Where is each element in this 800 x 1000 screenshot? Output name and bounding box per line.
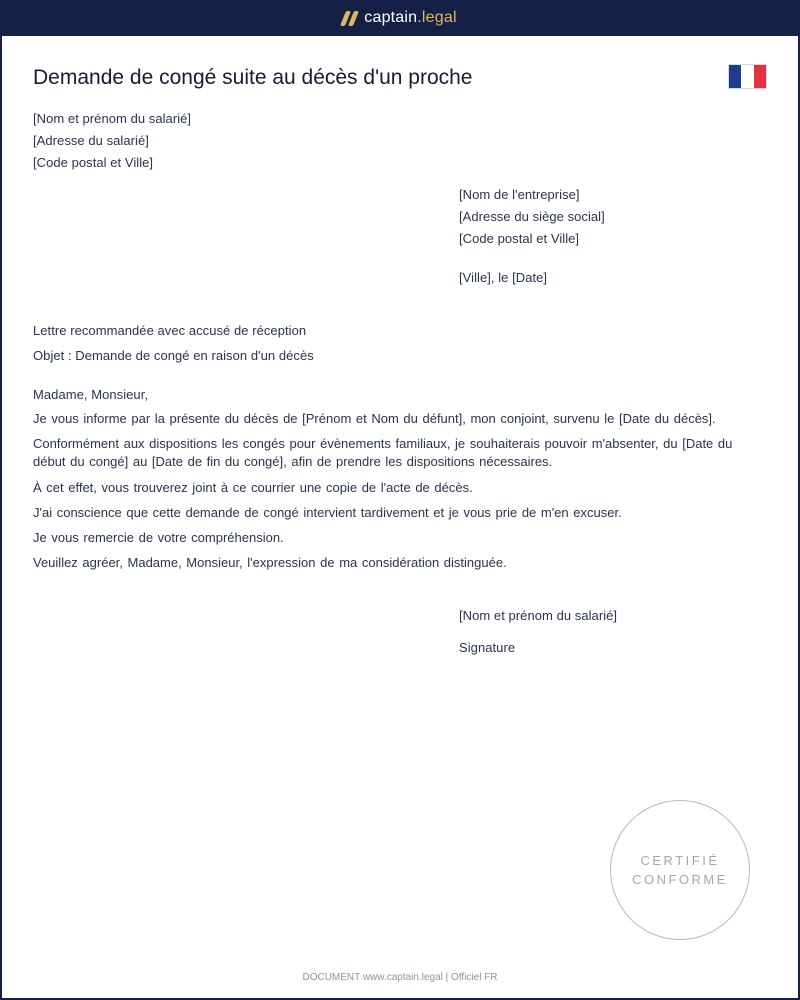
sender-line: [Nom et prénom du salarié] [33, 111, 192, 126]
brand-tld: .legal [417, 9, 457, 26]
body-paragraph: À cet effet, vous trouverez joint à ce courrier une copie de l'acte de décès. [33, 480, 473, 495]
body-paragraph: Conformément aux dispositions les congés pour évènements familiaux, je souhaiterais pouvoir m'absenter, du [Date du début du congé] au [Date de fin du congé], afin de prendre les dispositions nécessaires. [33, 436, 733, 469]
captain-legal-logo-icon [340, 11, 359, 26]
delivery-mode: Lettre recommandée avec accusé de réception [33, 323, 307, 338]
signature-label: Signature [459, 640, 516, 655]
footer-text: DOCUMENT www.captain.legal | Officiel FR [302, 972, 498, 983]
stamp-line: CERTIFIÉ [640, 853, 720, 868]
sender-line: [Adresse du salarié] [33, 133, 149, 148]
place-date: [Ville], le [Date] [459, 270, 548, 285]
body-paragraph: Veuillez agréer, Madame, Monsieur, l'expression de ma considération distinguée. [33, 555, 507, 570]
signature-name: [Nom et prénom du salarié] [459, 608, 618, 623]
recipient-line: [Nom de l'entreprise] [459, 187, 580, 202]
salutation: Madame, Monsieur, [33, 387, 149, 402]
top-bar [0, 0, 800, 36]
brand-name: captain [364, 9, 418, 26]
brand[interactable] [343, 9, 456, 27]
sender-line: [Code postal et Ville] [33, 155, 154, 170]
recipient-line: [Adresse du siège social] [459, 209, 605, 224]
subject-line: Objet : Demande de congé en raison d'un décès [33, 348, 314, 363]
france-flag-icon [728, 64, 767, 89]
body-paragraph: Je vous remercie de votre compréhension. [33, 530, 284, 545]
stamp-line: CONFORME [632, 872, 728, 887]
brand-text [364, 9, 456, 27]
document-page [2, 36, 798, 998]
recipient-line: [Code postal et Ville] [459, 231, 580, 246]
body-paragraph: J'ai conscience que cette demande de congé intervient tardivement et je vous prie de m'en excuser. [33, 505, 622, 520]
document-title: Demande de congé suite au décès d'un proche [33, 66, 473, 89]
body-paragraph: Je vous informe par la présente du décès de [Prénom et Nom du défunt], mon conjoint, survenu le [Date du décès]. [33, 411, 716, 426]
certified-stamp [610, 800, 750, 940]
